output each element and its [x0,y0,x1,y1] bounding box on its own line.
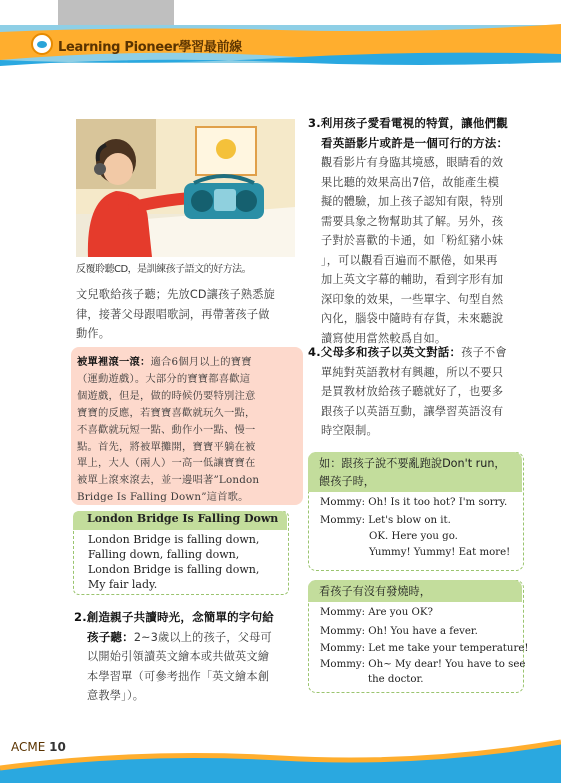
section-heading-line: 看英語影片或許是一個可行的方法： [321,135,509,150]
section-body-line: 加上英文字幕的輔助，看到字形有加 [321,273,504,286]
tip-box-label: 被單裡滾一滾： [77,356,151,368]
intro-paragraph [76,285,298,344]
section-body-line: 意教學」）。 [87,689,145,702]
section-3-english-videos [308,114,524,348]
footer-wave [0,728,561,783]
intro-line: 律，接著父母跟唱歌詞，再帶著孩子做 [76,307,270,321]
section-body-line: 以開始引領讀英文繪本或共做英文繪 [87,650,270,663]
section-4-english-conversation [308,343,524,441]
tip-line: 單上，大人（兩人）一高一低讓寶寶在 [77,457,256,470]
logo-icon [31,33,53,55]
tip-line: 適合6個月以上的寶寶 [150,356,252,368]
tip-line: 點。首先，將被單攤開，寶寶平躺在被 [77,440,256,453]
footer-brand: ACME [11,740,46,754]
section-body-line: 擬的體驗，加上孩子認知有限，特別 [321,195,504,208]
section-body-line: 觀看影片有身臨其境感，眼睛看的效 [321,156,504,169]
dialog-line: OK. Here you go. [369,531,458,542]
song-lyric-line: London Bridge is falling down, [88,563,260,576]
tip-line: 不喜歡就玩短一點、動作小一點、慢一 [77,423,256,436]
song-lyric-line: My fair lady. [88,578,158,591]
dialog-line: Mommy: Oh! Is it too hot? I'm sorry. [320,497,508,508]
section-body-line: 深印象的效果，一些單字、句型自然 [321,292,504,306]
dialog-line: Mommy: Oh~ My dear! You have to see [320,659,526,670]
photo-caption: 反覆聆聽CD，是訓練孩子語文的好方法。 [76,264,252,275]
dialog-line: Yummy! Yummy! Eat more! [369,547,511,558]
section-body-line: 讀寫使用當然較爲自如。 [321,331,447,345]
magazine-section-title: Learning Pioneer學習最前線 [58,40,242,55]
section-body-line: 內化，腦袋中隨時有存貨，未來聽說 [321,312,504,325]
section-body-line: 孩子不會 [461,346,507,359]
section-number: 2. [74,610,87,624]
dialog-title-line: 如：跟孩子說不要亂跑說Don't run， [319,457,506,470]
tip-line: Bridge Is Falling Down”這首歌。 [77,491,249,504]
page-number [11,740,66,754]
section-heading-line: 孩子聽： [87,629,134,644]
section-body-line: 單純對英語教材有興趣，所以不要只 [321,365,504,379]
section-heading-line: 利用孩子愛看電視的特質，讓他們觀 [320,116,508,130]
dialog-title-line: 餵孩子時， [319,475,375,488]
dialog-line: Mommy: Let's blow on it. [320,515,451,526]
intro-line: 動作。 [76,327,111,340]
dialog-title: 看孩子有沒有發燒時， [319,585,431,598]
section-body-line: 時空限制。 [321,424,378,437]
dialog-line: Mommy: Let me take your temperature! [320,643,529,654]
section-2-shared-reading [74,608,300,706]
header-gray-tab [58,0,174,26]
song-lyric-line: London Bridge is falling down, [88,533,260,546]
dialog-line: Mommy: Oh! You have a fever. [320,626,478,637]
section-number: 4. [308,345,321,359]
section-number: 3. [308,116,321,130]
tip-line: （運動遊戲）。大部分的寶寶都喜歡這 [77,372,251,385]
footer-page-number: 10 [49,740,66,754]
tip-line: 被單上滾來滾去，並一邊唱著”London [77,474,260,487]
section-body-line: 需要具象之物幫助其了解。另外，孩 [321,214,504,228]
section-body-line: 果比聽的效果高出7倍，故能產生模 [321,175,500,189]
section-heading-line: 父母多和孩子以英文對話： [320,345,462,359]
section-heading-line: 創造親子共讀時光，念簡單的字句給 [86,610,274,624]
section-body-line: 2~3歲以上的孩子，父母可 [133,630,272,644]
photo-child-listening-cd [76,119,295,257]
section-body-line: 是買教材放給孩子聽就好了，也要多 [321,385,504,398]
section-body-line: 跟孩子以英語互動，讓學習英語沒有 [321,404,504,418]
dialog-line: the doctor. [368,674,424,685]
tip-line: 寶寶的反應，若寶寶喜歡就玩久一點， [77,406,256,419]
tip-box-blanket-game [71,347,303,505]
intro-line: 文兒歌給孩子聽；先放CD讓孩子熟悉旋 [76,288,276,301]
section-body-line: 」，可以觀看百遍而不厭倦，如果再 [321,253,498,267]
song-lyric-line: Falling down, falling down, [88,548,240,561]
tip-line: 個遊戲，但是，做的時候仍要特別注意 [77,389,256,402]
song-title: London Bridge Is Falling Down [87,512,279,525]
section-body-line: 子對於喜歡的卡通，如「粉紅豬小妹 [321,234,504,247]
section-body-line: 本學習單（可參考拙作「英文繪本創 [87,669,270,683]
dialog-line: Mommy: Are you OK? [320,607,433,618]
